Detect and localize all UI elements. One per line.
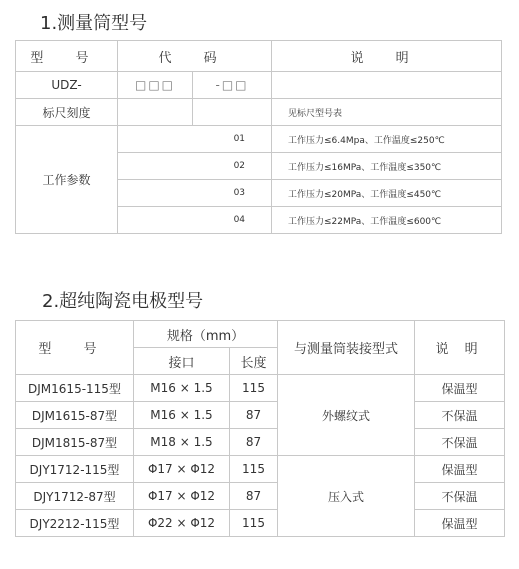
udz-code-2: -□□ (193, 72, 272, 99)
udz-code-1: □□□ (118, 72, 193, 99)
electrode-port: Φ22 × Φ12 (134, 510, 230, 537)
electrode-length: 87 (230, 402, 278, 429)
electrode-desc: 不保温 (415, 429, 505, 456)
header-port: 接口 (134, 348, 230, 375)
electrode-port: Φ17 × Φ12 (134, 483, 230, 510)
electrode-model: DJM1815-87型 (16, 429, 134, 456)
param-code: 03 (118, 180, 272, 207)
header-model: 型 号 (16, 321, 134, 375)
electrode-length: 87 (230, 429, 278, 456)
param-desc: 工作压力≤6.4Mpa、工作温度≤250℃ (272, 126, 502, 153)
header-code: 代 码 (118, 41, 272, 72)
electrode-model: DJM1615-87型 (16, 402, 134, 429)
electrode-length: 87 (230, 483, 278, 510)
section1-title: 1.测量筒型号 (40, 13, 148, 34)
param-code: 04 (118, 207, 272, 234)
install-type-press: 压入式 (278, 456, 415, 537)
table-row (16, 375, 505, 402)
electrode-model: DJY1712-115型 (16, 456, 134, 483)
electrode-port: M16 × 1.5 (134, 375, 230, 402)
install-type-thread: 外螺纹式 (278, 375, 415, 456)
header-model: 型 号 (16, 41, 118, 72)
table-row (16, 510, 505, 537)
header-install: 与测量筒装接型式 (278, 321, 415, 375)
scale-desc: 见标尺型号表 (272, 99, 502, 126)
electrode-desc: 不保温 (415, 402, 505, 429)
table-header-row (16, 321, 505, 348)
gauge-model-table (15, 40, 502, 234)
table-row (16, 72, 502, 99)
electrode-model: DJM1615-115型 (16, 375, 134, 402)
electrode-port: M18 × 1.5 (134, 429, 230, 456)
scale-label: 标尺刻度 (16, 99, 118, 126)
table-header-row (16, 41, 502, 72)
param-code: 02 (118, 153, 272, 180)
electrode-length: 115 (230, 456, 278, 483)
table-row (16, 429, 505, 456)
electrode-length: 115 (230, 375, 278, 402)
header-spec: 规格（mm） (134, 321, 278, 348)
table-row (16, 402, 505, 429)
electrode-desc: 不保温 (415, 483, 505, 510)
header-length: 长度 (230, 348, 278, 375)
header-desc: 说 明 (415, 321, 505, 375)
param-desc: 工作压力≤20MPa、工作温度≤450℃ (272, 180, 502, 207)
udz-desc (272, 72, 502, 99)
electrode-port: Φ17 × Φ12 (134, 456, 230, 483)
electrode-model: DJY2212-115型 (16, 510, 134, 537)
electrode-desc: 保温型 (415, 456, 505, 483)
electrode-model: DJY1712-87型 (16, 483, 134, 510)
electrode-model-table (15, 320, 505, 537)
table-row (16, 456, 505, 483)
table-row (16, 483, 505, 510)
electrode-length: 115 (230, 510, 278, 537)
electrode-port: M16 × 1.5 (134, 402, 230, 429)
table-row (16, 126, 502, 153)
table-row (16, 99, 502, 126)
section2-title: 2.超纯陶瓷电极型号 (42, 291, 204, 312)
electrode-desc: 保温型 (415, 510, 505, 537)
header-desc: 说 明 (272, 41, 502, 72)
param-code: 01 (118, 126, 272, 153)
udz-label: UDZ- (16, 72, 118, 99)
param-desc: 工作压力≤22MPa、工作温度≤600℃ (272, 207, 502, 234)
electrode-desc: 保温型 (415, 375, 505, 402)
param-desc: 工作压力≤16MPa、工作温度≤350℃ (272, 153, 502, 180)
params-label: 工作参数 (16, 126, 118, 234)
